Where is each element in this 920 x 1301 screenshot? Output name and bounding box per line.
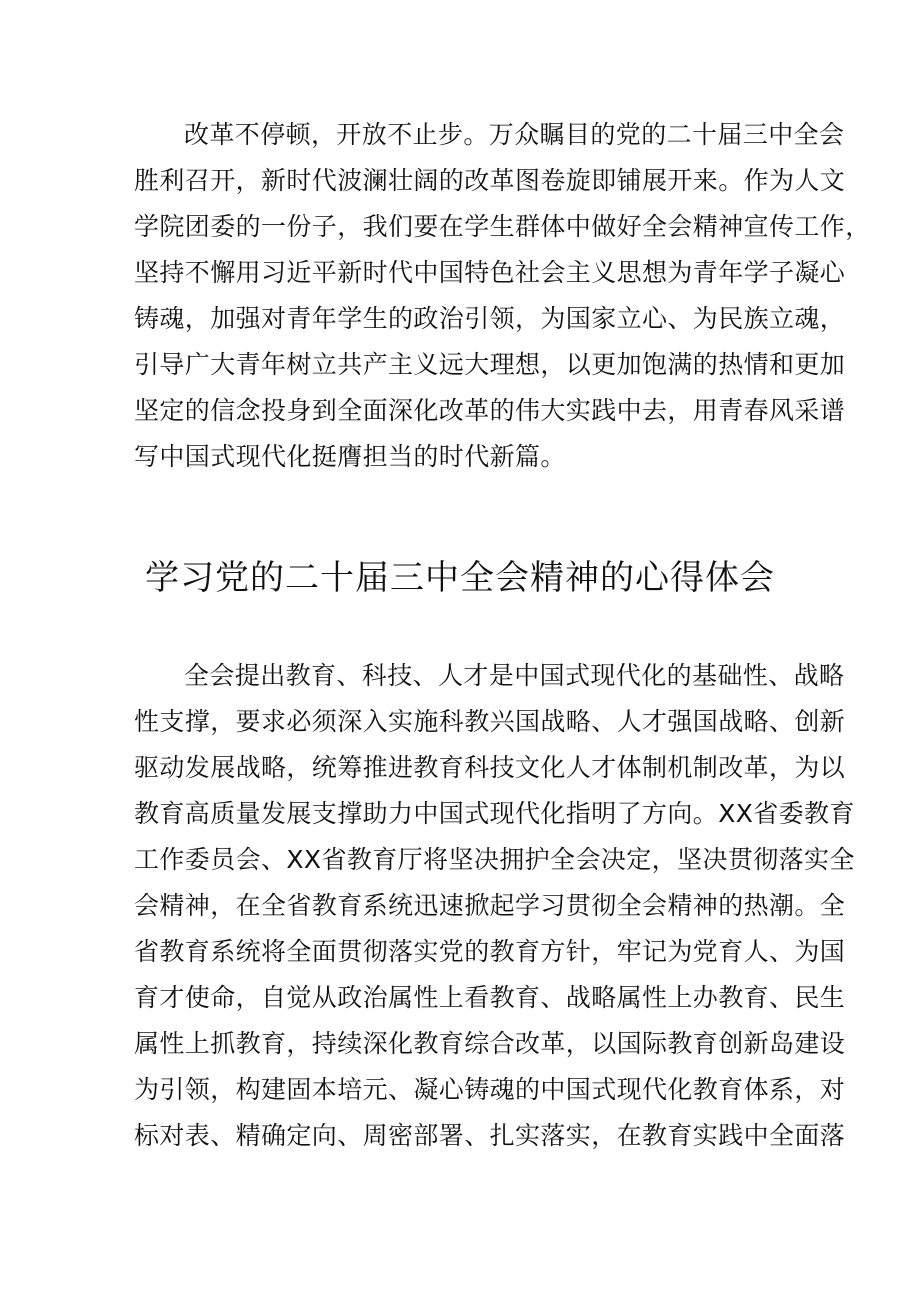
paragraph-line: 标对表、精确定向、周密部署、扎实落实，在教育实践中全面落 <box>134 1121 846 1150</box>
paragraph-youth-league <box>134 112 871 480</box>
paragraph-line: 为引领，构建固本培元、凝心铸魂的中国式现代化教育体系，对 <box>134 1075 846 1104</box>
paragraph-line: 会精神，在全省教育系统迅速掀起学习贯彻全会精神的热潮。全 <box>134 891 846 920</box>
paragraph-line: 胜利召开，新时代波澜壮阔的改革图卷旋即铺展开来。作为人文 <box>134 166 846 195</box>
paragraph-line: 坚持不懈用习近平新时代中国特色社会主义思想为青年学子凝心 <box>134 258 846 287</box>
paragraph-line: 属性上抓教育，持续深化教育综合改革，以国际教育创新岛建设 <box>134 1029 846 1058</box>
paragraph-line: 全会提出教育、科技、人才是中国式现代化的基础性、战略 <box>184 661 845 690</box>
paragraph-education <box>134 653 855 1159</box>
paragraph-line: 改革不停顿，开放不止步。万众瞩目的党的二十届三中全会 <box>184 120 845 149</box>
paragraph-line: 学院团委的一份子，我们要在学生群体中做好全会精神宣传工作， <box>134 212 871 241</box>
paragraph-line: 驱动发展战略，统筹推进教育科技文化人才体制机制改革，为以 <box>134 753 846 782</box>
paragraph-line: 教育高质量发展支撑助力中国式现代化指明了方向。XX省委教育 <box>134 799 855 828</box>
paragraph-line: 育才使命，自觉从政治属性上看教育、战略属性上办教育、民生 <box>134 983 846 1012</box>
paragraph-line: 工作委员会、XX省教育厅将坚决拥护全会决定，坚决贯彻落实全 <box>134 845 855 874</box>
paragraph-line: 铸魂，加强对青年学生的政治引领，为国家立心、为民族立魂， <box>134 304 846 333</box>
paragraph-line: 省教育系统将全面贯彻落实党的教育方针，牢记为党育人、为国 <box>134 937 846 966</box>
paragraph-line: 坚定的信念投身到全面深化改革的伟大实践中去，用青春风采谱 <box>134 396 846 425</box>
paragraph-line: 写中国式现代化挺膺担当的时代新篇。 <box>134 442 566 471</box>
paragraph-line: 性支撑，要求必须深入实施科教兴国战略、人才强国战略、创新 <box>134 707 846 736</box>
paragraph-line: 引导广大青年树立共产主义远大理想，以更加饱满的热情和更加 <box>134 350 846 379</box>
section-title: 学习党的二十届三中全会精神的心得体会 <box>145 558 775 598</box>
